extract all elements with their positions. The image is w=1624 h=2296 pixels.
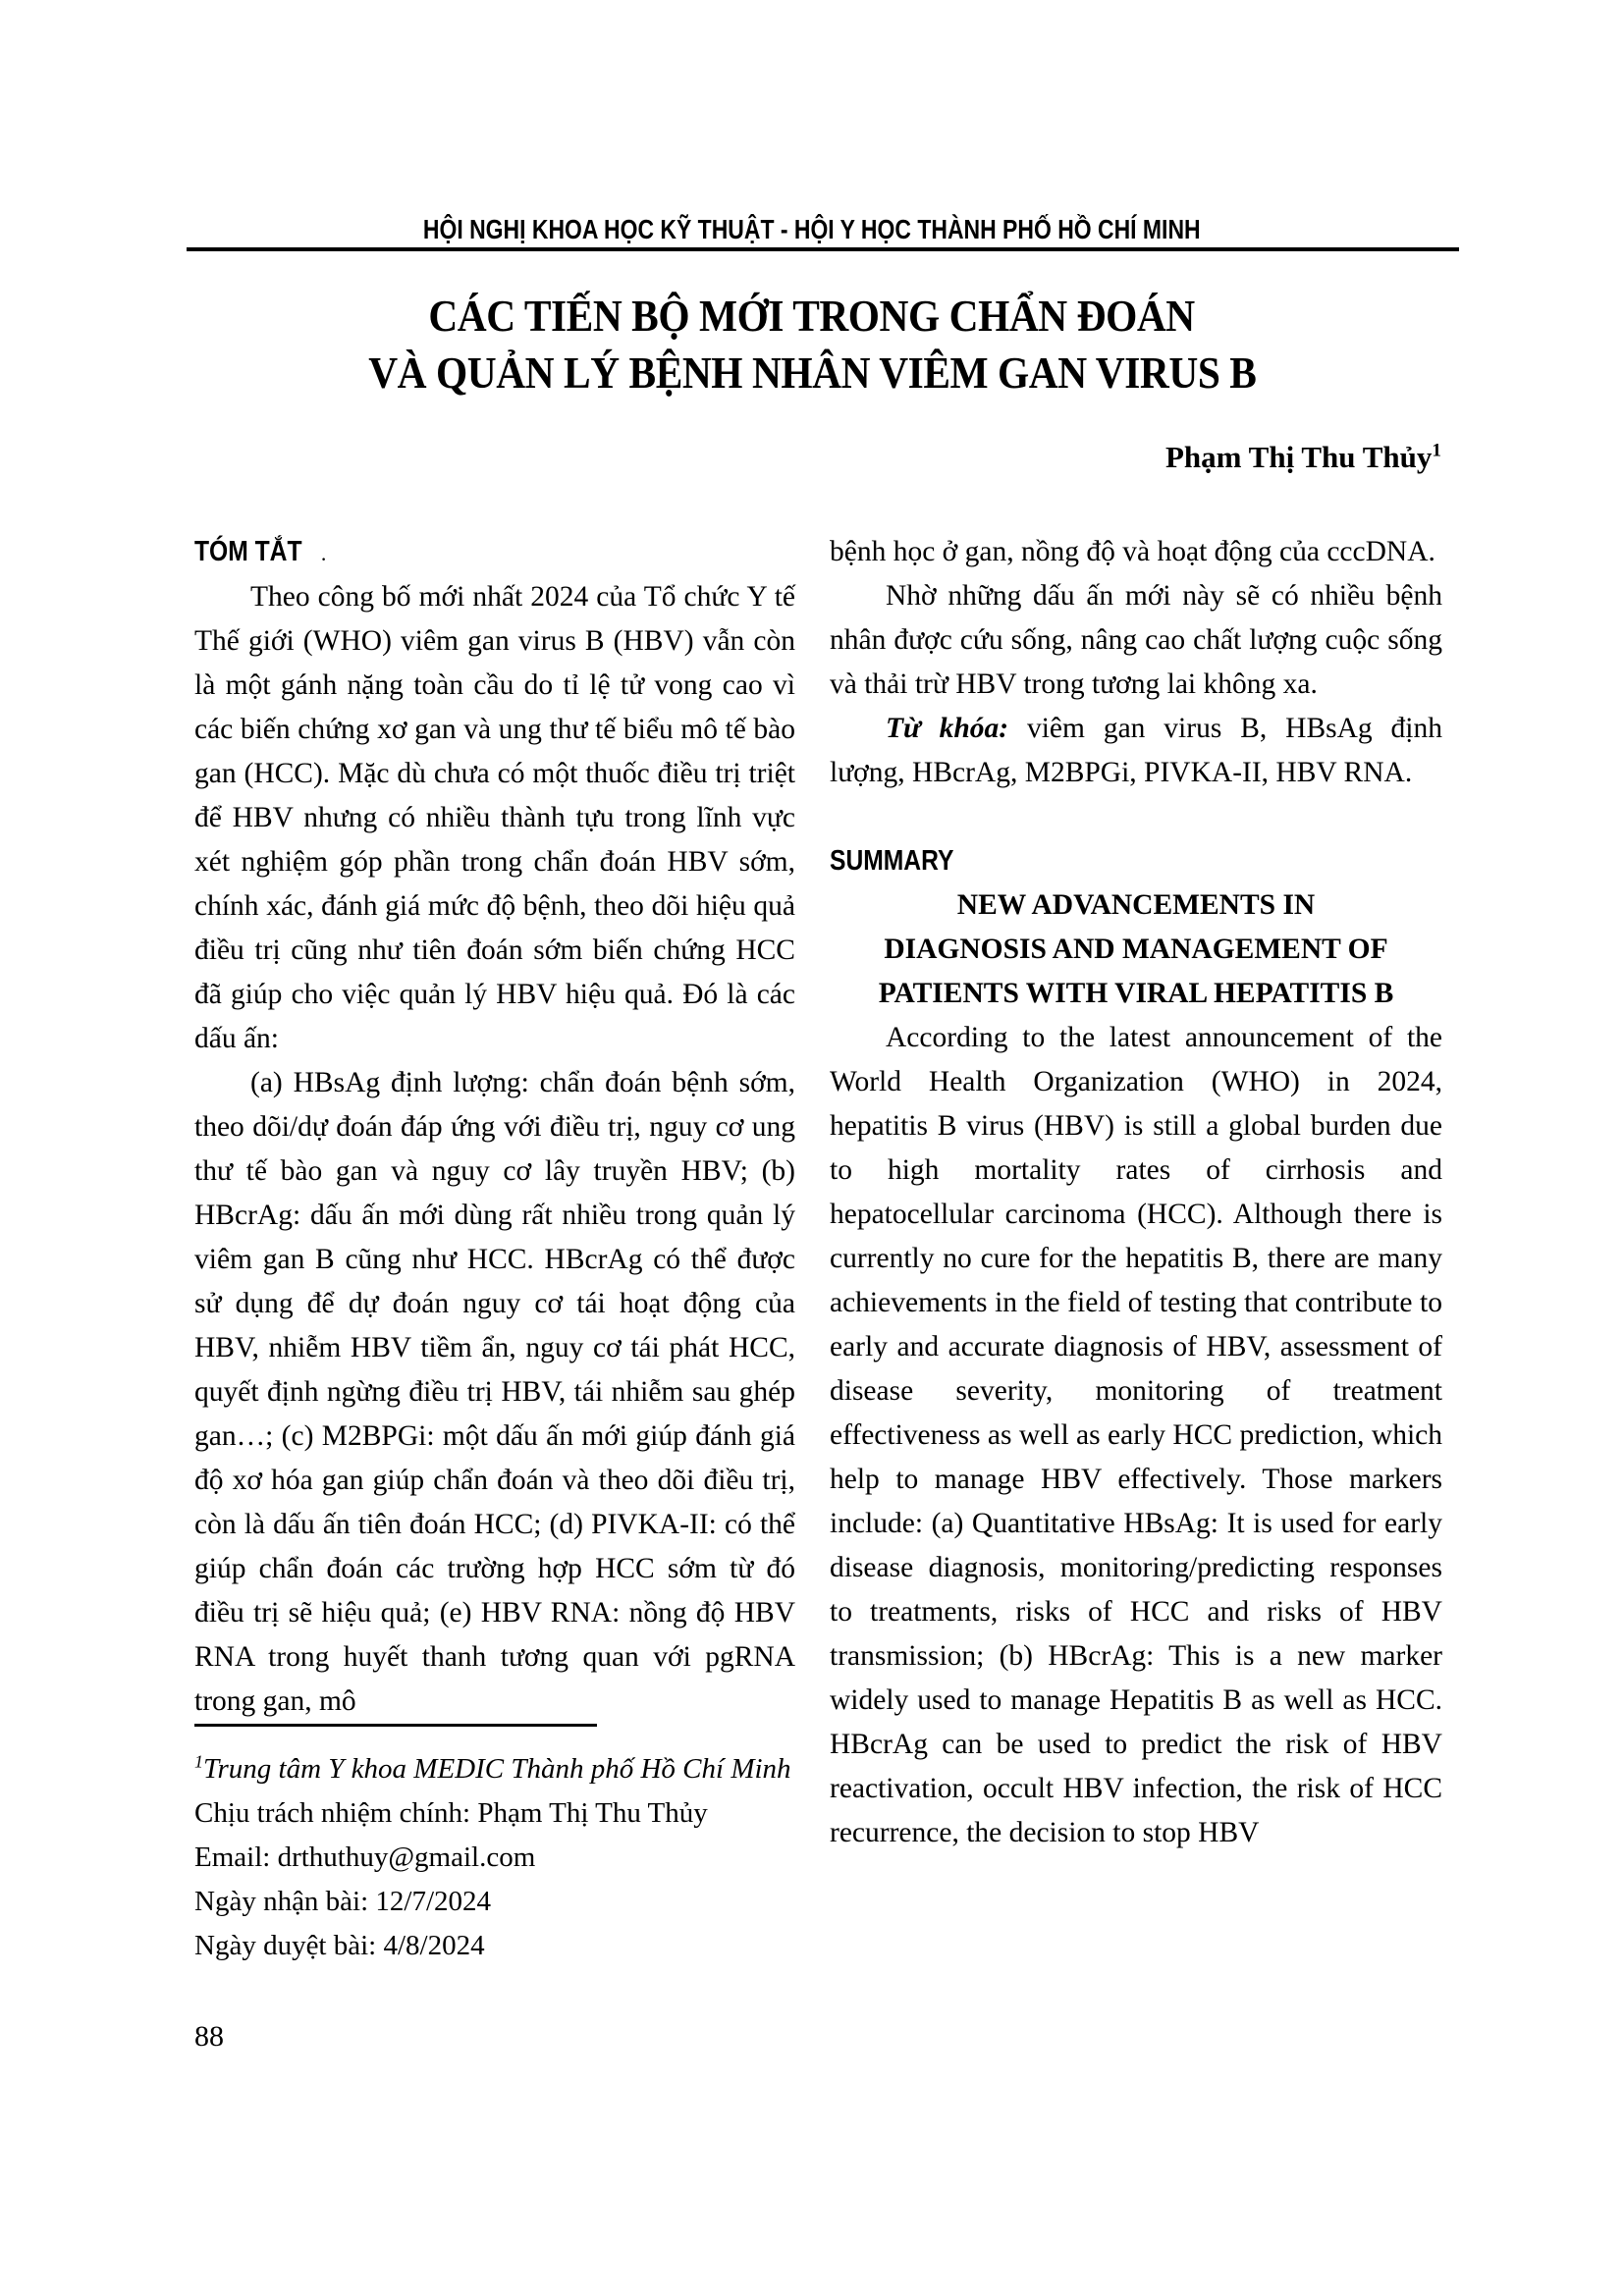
running-header-text: HỘI NGHỊ KHOA HỌC KỸ THUẬT - HỘI Y HỌC THÀNH PHỐ HỒ CHÍ MINH	[423, 214, 1201, 244]
footnote-affiliation-text: Trung tâm Y khoa MEDIC Thành phố Hồ Chí Minh	[202, 1753, 791, 1785]
page-title-line-2: VÀ QUẢN LÝ BỆNH NHÂN VIÊM GAN VIRUS B	[367, 347, 1257, 398]
abstract-heading	[194, 530, 795, 575]
footnote-affiliation-superscript: 1	[194, 1751, 203, 1772]
abstract-heading-dot: .	[320, 541, 327, 565]
footnote-received-date-line: Ngày nhận bài: 12/7/2024	[194, 1886, 492, 1917]
footnote-email-line: Email: drthuthuy@gmail.com	[194, 1842, 536, 1873]
author-superscript: 1	[1432, 440, 1441, 461]
keywords-paragraph	[830, 707, 1442, 795]
running-header	[0, 214, 1624, 245]
right-column	[830, 530, 1442, 1855]
author-name: Phạm Thị Thu Thủy	[1164, 440, 1433, 474]
summary-paragraph: According to the latest announcement of the World Health Organization (WHO) in 2024, hepatitis B virus (HBV) is still a global burden due to high mortality rates of cirrhosis and hepatocellular carcinoma (HCC). Although there is currently no cure for the hepatitis B, there are many achievements in the field of testing that contribute to early and accurate diagnosis of HBV, assessment of disease severity, monitoring of treatment effectiveness as well as early HCC prediction, which help to manage HBV effectively. Those markers include: (a) Quantitative HBsAg: It is used for early disease diagnosis, monitoring/predicting responses to treatments, risks of HCC and risks of HBV transmission; (b) HBcrAg: This is a new marker widely used to manage Hepatitis B as well as HCC. HBcrAg can be used to predict the risk of HBV reactivation, occult HBV infection, the risk of HCC recurrence, the decision to stop HBV	[830, 1022, 1442, 1848]
abstract-paragraph-3: Nhờ những dấu ấn mới này sẽ có nhiều bệnh nhân được cứu sống, nâng cao chất lượng cuộc sống và thải trừ HBV trong tương lai không xa.	[830, 580, 1442, 700]
summary-title-line-1: NEW ADVANCEMENTS IN	[956, 889, 1316, 921]
summary-heading-text: SUMMARY	[830, 845, 954, 877]
page-title	[0, 288, 1624, 401]
footnote-responsible-line: Chịu trách nhiệm chính: Phạm Thị Thu Thủy	[194, 1797, 708, 1829]
summary-title-line-2: DIAGNOSIS AND MANAGEMENT OF	[884, 934, 1388, 965]
footnote-affiliation	[194, 1747, 795, 1791]
header-divider-rule	[187, 247, 1459, 251]
footnote-approved-date-line: Ngày duyệt bài: 4/8/2024	[194, 1930, 485, 1961]
page-title-line-1: CÁC TIẾN BỘ MỚI TRONG CHẨN ĐOÁN	[428, 291, 1196, 341]
abstract-heading-text: TÓM TẮT	[194, 536, 302, 567]
keywords-text: viêm gan virus B, HBsAg định lượng, HBcrAg, M2BPGi, PIVKA-II, HBV RNA.	[830, 713, 1442, 788]
footnote-block	[194, 1724, 795, 1968]
page-number: 88	[194, 2020, 224, 2053]
abstract-paragraph-2-continuation: bệnh học ở gan, nồng độ và hoạt động của cccDNA.	[830, 536, 1435, 567]
footnote-separator-rule	[194, 1724, 597, 1727]
left-column	[194, 530, 795, 1724]
author-line	[1165, 440, 1441, 475]
abstract-paragraph-1: Theo công bố mới nhất 2024 của Tổ chức Y tế Thế giới (WHO) viêm gan virus B (HBV) vẫn còn là một gánh nặng toàn cầu do tỉ lệ tử vong cao vì các biến chứng xơ gan và ung thư tế biểu mô tế bào gan (HCC). Mặc dù chưa có một thuốc điều trị triệt để HBV nhưng có nhiều thành tựu trong lĩnh vực xét nghiệm góp phần trong chẩn đoán HBV sớm, chính xác, đánh giá mức độ bệnh, theo dõi hiệu quả điều trị cũng như tiên đoán sớm biến chứng HCC đã giúp cho việc quản lý HBV hiệu quả. Đó là các dấu ấn:	[194, 581, 795, 1054]
keywords-label: Từ khóa:	[886, 713, 1009, 744]
summary-heading	[830, 839, 1442, 883]
summary-title	[830, 883, 1442, 1016]
abstract-paragraph-2: (a) HBsAg định lượng: chẩn đoán bệnh sớm, theo dõi/dự đoán đáp ứng với điều trị, nguy cơ ung thư tế bào gan và nguy cơ lây truyền HBV; (b) HBcrAg: dấu ấn mới dùng rất nhiều trong quản lý viêm gan B cũng như HCC. HBcrAg có thể được sử dụng để dự đoán nguy cơ tái hoạt động của HBV, nhiễm HBV tiềm ẩn, nguy cơ tái phát HCC, quyết định ngừng điều trị HBV, tái nhiễm sau ghép gan…; (c) M2BPGi: một dấu ấn mới giúp đánh giá độ xơ hóa gan giúp chẩn đoán và theo dõi điều trị, còn là dấu ấn tiên đoán HCC; (d) PIVKA-II: có thể giúp chẩn đoán các trường hợp HCC sớm từ đó điều trị sẽ hiệu quả; (e) HBV RNA: nồng độ HBV RNA trong huyết thanh tương quan với pgRNA trong gan, mô	[194, 1067, 795, 1717]
summary-title-line-3: PATIENTS WITH VIRAL HEPATITIS B	[878, 978, 1394, 1009]
